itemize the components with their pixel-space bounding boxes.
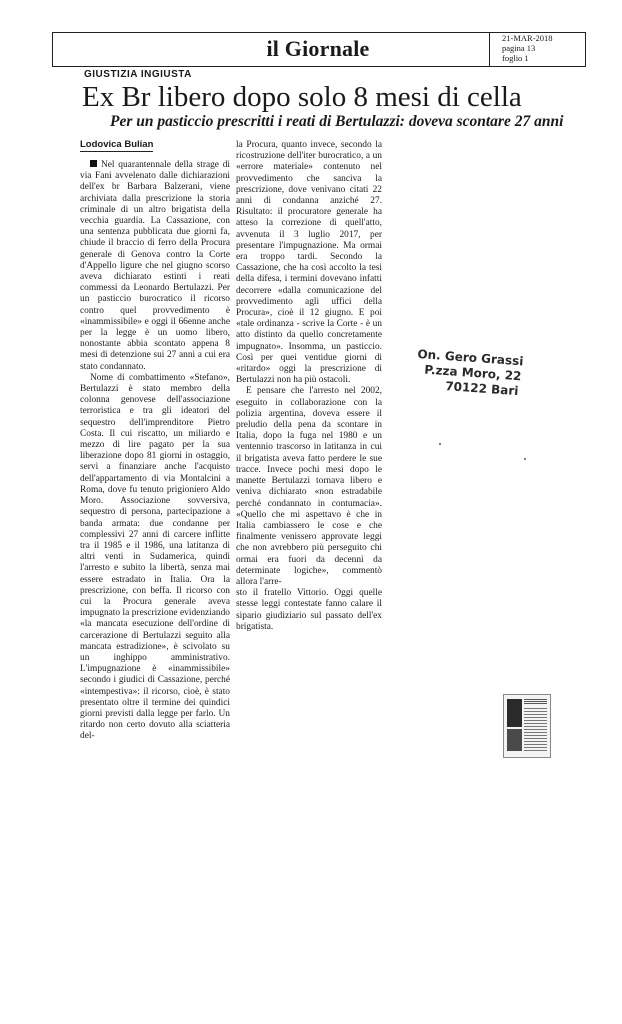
scan-speck	[439, 443, 441, 445]
article-column-2	[236, 140, 382, 633]
stamp-name: On. Gero Grassi	[417, 347, 524, 369]
thumbnail-photo	[507, 699, 522, 727]
clipping-sheet: foglio 1	[502, 53, 529, 63]
article-column-1	[80, 160, 230, 743]
paragraph: sto il fratello Vittorio. Oggi quelle stesse leggi contestate fanno calare il sipario giudiziario sul passato dell'ex brigatista.	[236, 588, 382, 632]
headline: Ex Br libero dopo solo 8 mesi di cella	[82, 81, 522, 113]
scan-speck	[524, 458, 526, 460]
clipping-meta	[502, 33, 553, 63]
newspaper-name: il Giornale	[266, 36, 370, 61]
bullet-marker	[90, 160, 97, 167]
subheadline: Per un pasticcio prescritti i reati di Bertulazzi: doveva scontare 27 anni	[110, 113, 564, 130]
thumbnail-headline	[524, 699, 547, 705]
author-byline: Lodovica Bulian	[80, 139, 154, 150]
paragraph: la Procura, quanto invece, secondo la ricostruzione dell'iter burocratico, a un «errore materiale» contenuto nel provvedimento che sanciva la prescrizione, dove venivano citati 22 anni di condanna anziché 27. Risultato: il procuratore generale ha atteso la correzione di quell'atto, avvenuta il 3 luglio 2017, per presentare l'impugnazione. Ma ormai era troppo tardi. Secondo la Cassazione, che ha così accolto la tesi della difesa, i termini dovevano infatti decorrere «dalla comunicazione del provvedimento agli uffici della Procura», cioè il 12 giugno. E poi «tale ordinanza - scrive la Corte - è un atto distinto da quello concretamente impugnato». Insomma, un pasticcio. Così per quei ventidue giorni di «ritardo» oggi la prescrizione di Bertulazzi non ha più ostacoli.	[236, 140, 382, 386]
page-thumbnail	[503, 694, 551, 758]
paragraph	[80, 160, 230, 373]
header-divider	[489, 32, 490, 66]
clipping-page: pagina 13	[502, 43, 536, 53]
clipping-date: 21-MAR-2018	[502, 33, 553, 43]
address-stamp	[415, 347, 524, 399]
stamp-address: P.zza Moro, 22	[423, 362, 522, 384]
paragraph: E pensare che l'arresto nel 2002, eseguito in collaborazione con la polizia argentina, doveva essere il preludio della pena da scontare in Italia, dopo la fuga nel 1980 e un ventennio trascorso in latitanza in cui il brigatista aveva fatto perdere le sue tracce. Invece pochi mesi dopo le manette Bertulazzi tornava libero e veniva dichiarato «non estradabile perché condannato in contumacia». «Quello che mi aspettavo è che in Italia cambiassero le cose e che finalmente venissero approvate leggi che non avrebbero più perseguito chi ormai era fuori da decenni da determinate logiche», commentò allora l'arre-	[236, 386, 382, 587]
paragraph: Nome di combattimento «Stefano», Bertulazzi è stato membro della colonna genovese dell'associazione terroristica e tra gli ideatori del sequestro dell'imprenditore Pietro Costa. Il cui riscatto, un miliardo e mezzo di lire pagato per la sua liberazione dopo 81 giorni in ostaggio, servì a finanziare anche l'acquisto dell'appartamento di via Montalcini a Roma, dove fu tenuto prigioniero Aldo Moro. Associazione sovversiva, sequestro di persona, partecipazione a banda armata: due condanne per complessivi 27 anni di carcere inflitte tra il 1985 e il 1986, una latitanza di altri venti in Sudamerica, quindi l'arresto e subito la libertà, senza mai essere estradato in Italia. Ora la prescrizione, con beffa. Il ricorso con cui la Procura generale aveva impugnato la prescrizione evidenziando «la mancata esecuzione dell'ordine di carcerazione di Bertulazzi seguito alla mancata estradizione», è scivolato su un inghippo amministrativo. L'impugnazione è «inammissibile» secondo i giudici di Cassazione, perché «intempestiva»: il ricorso, cioè, è stato presentato oltre il termine dei quindici giorni previsti dalla legge per farlo. Un ritardo non certo dovuto alla sciatteria del-	[80, 372, 230, 742]
section-kicker: GIUSTIZIA INGIUSTA	[84, 69, 192, 80]
thumbnail-text	[524, 708, 547, 753]
header-rule	[52, 66, 586, 67]
thumbnail-photo	[507, 729, 522, 751]
stamp-city: 70122 Bari	[444, 379, 519, 399]
paragraph-text: Nel quarantennale della strage di via Fani avvelenato dalle dichiarazioni dell'ex br Barbara Balzerani, viene archiviata dalla prescrizione la storia criminale di un altro brigatista della vecchia guardia. La Cassazione, con una sentenza pubblicata due giorni fa, chiude il braccio di ferro della Procura generale di Genova contro la Corte d'Appello ligure che nel giugno scorso aveva dichiarato estinti i reati commessi da Leonardo Bertulazzi. Per un pasticcio burocratico il ricorso contro quel provvedimento è «inammissibile» e oggi il 66enne anche per la legge è un uomo libero, nonostante abbia scontato appena 8 mesi di detenzione sui 27 anni a cui era stato condannato.	[80, 160, 230, 372]
